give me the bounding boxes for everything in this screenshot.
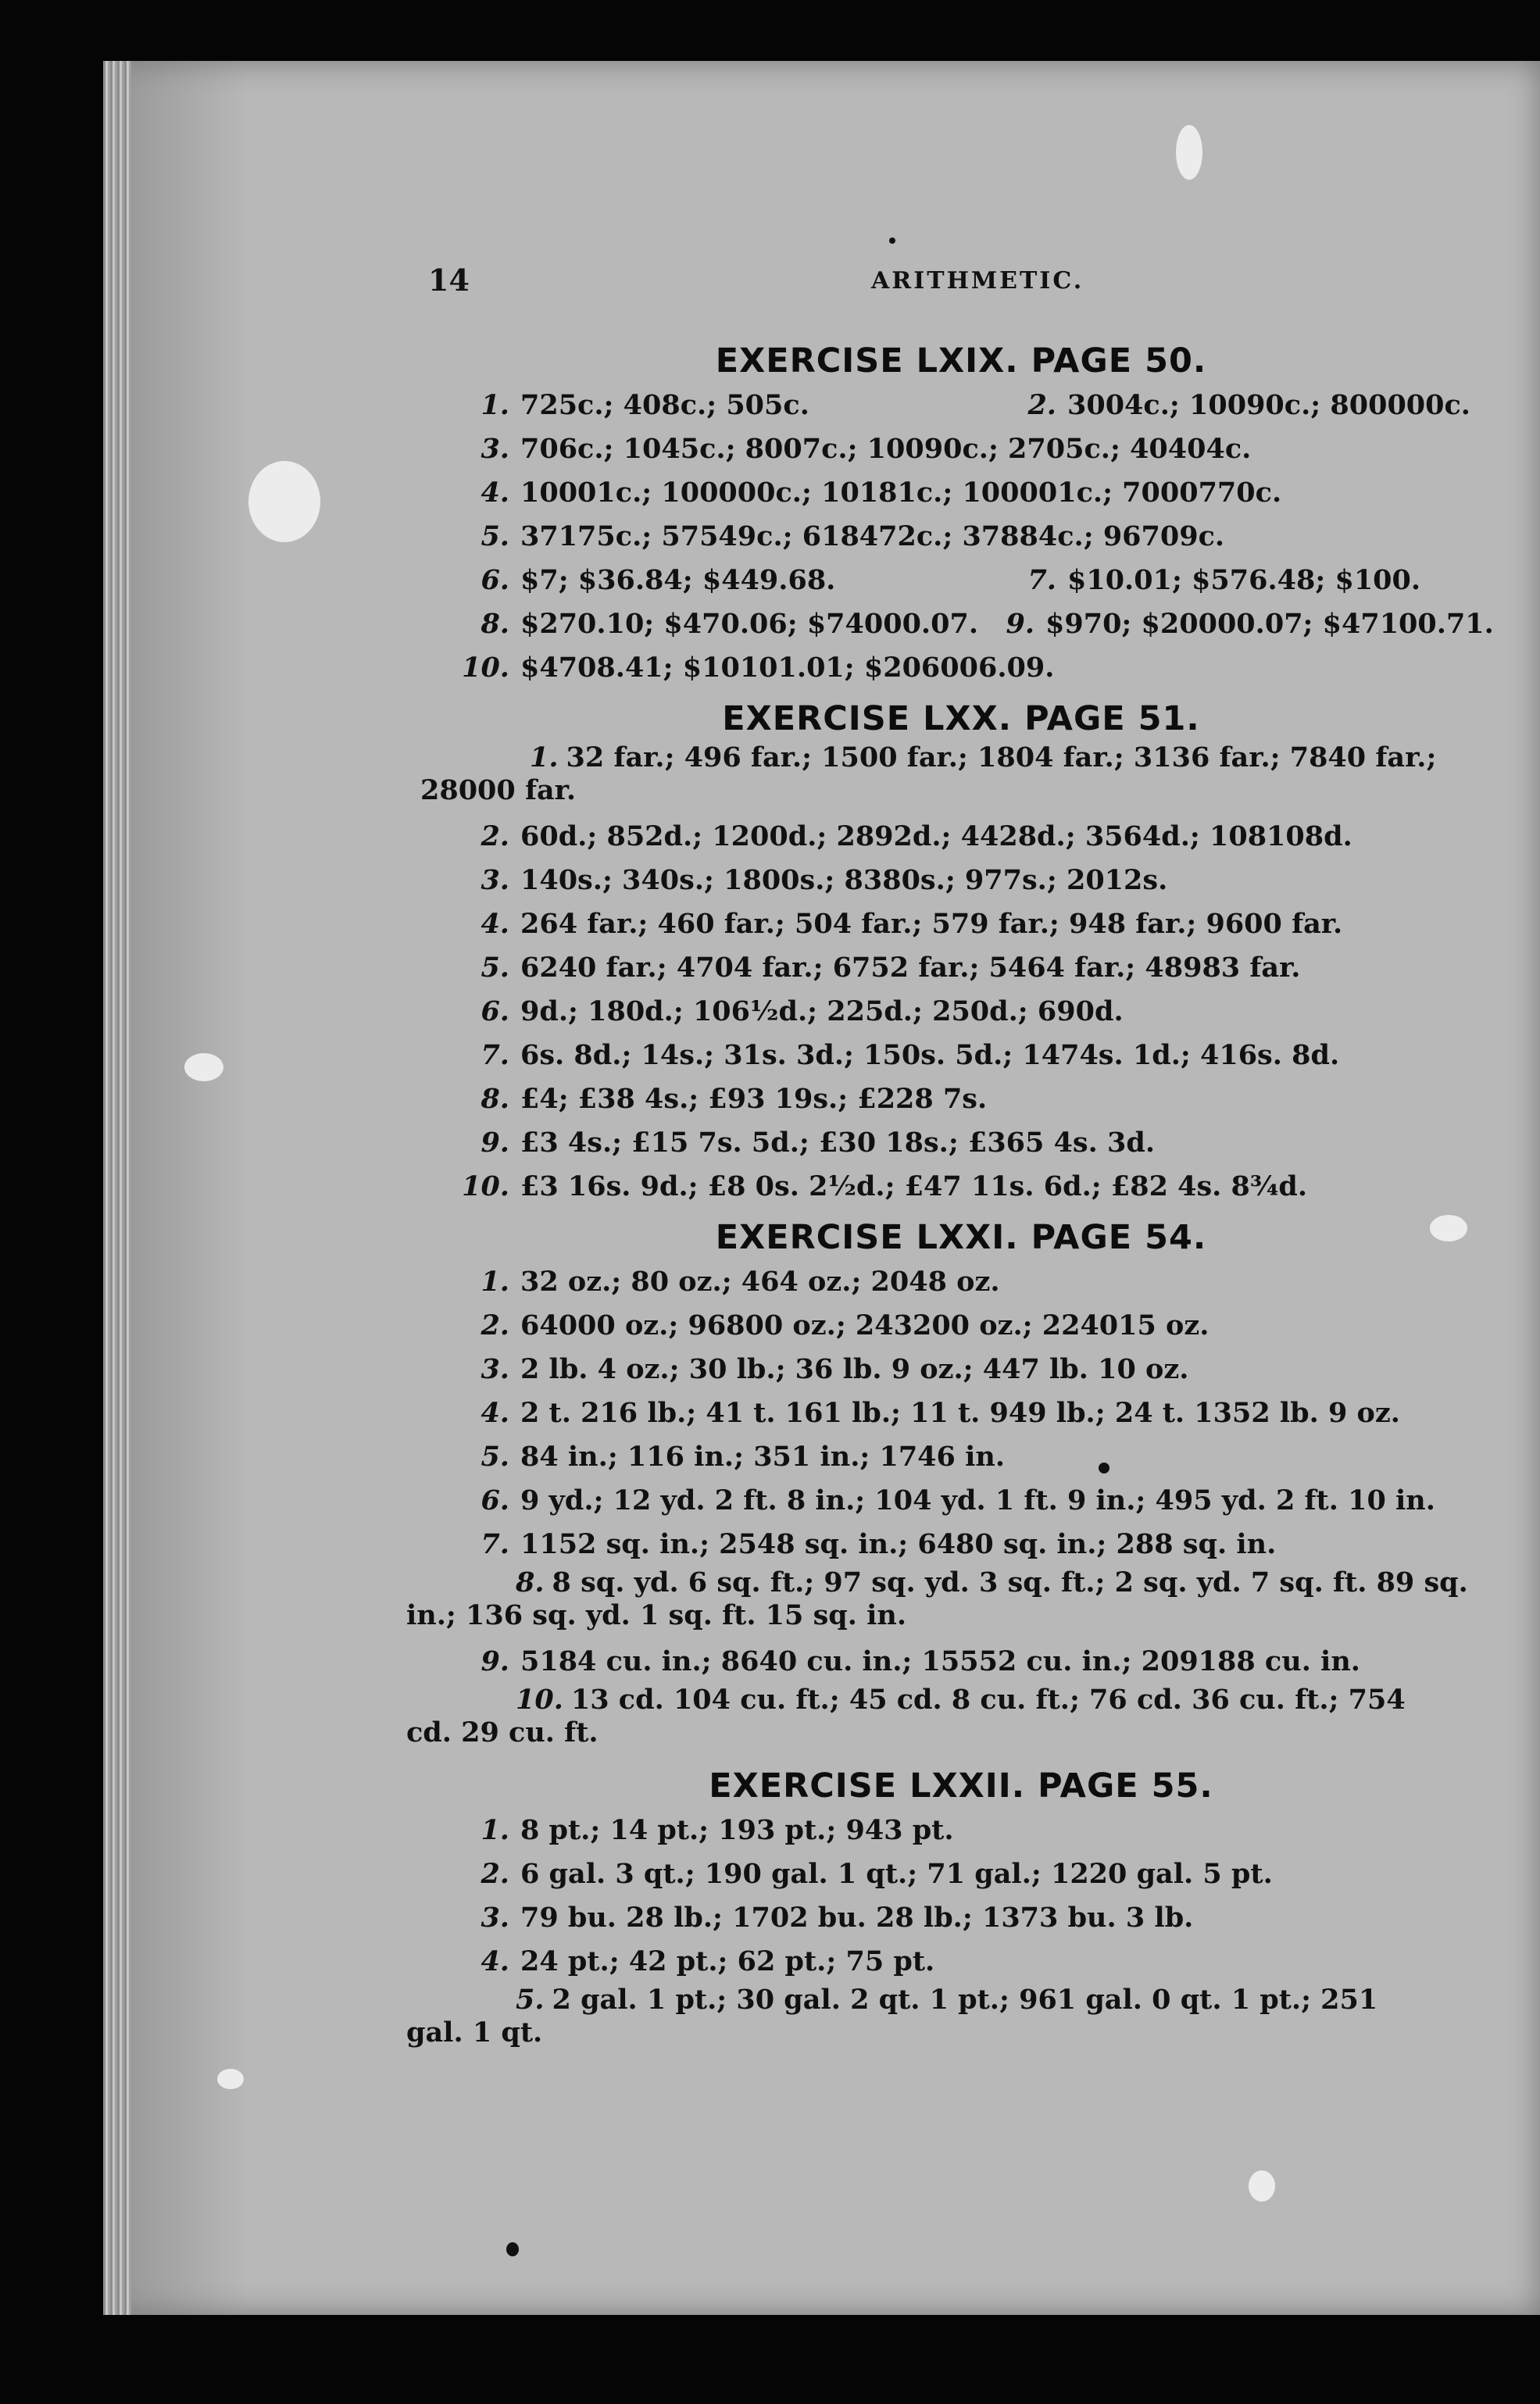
answer-number: 2. xyxy=(481,1858,509,1890)
answer-line xyxy=(406,427,1516,471)
answer-text: 32 far.; 496 far.; 1500 far.; 1804 far.; 3136 far.; 7840 far.; 28000 far. xyxy=(420,741,1437,806)
answer-number: 10. xyxy=(516,1684,563,1716)
answer-text: 3004c.; 10090c.; 800000c. xyxy=(1067,389,1470,421)
answer-number: 9. xyxy=(481,1645,509,1677)
answer-text: 2 lb. 4 oz.; 30 lb.; 36 lb. 9 oz.; 447 lb. 10 oz. xyxy=(520,1353,1189,1385)
page-gutter-shadow xyxy=(131,61,248,2315)
answer-line xyxy=(406,1809,1516,1852)
answer-line xyxy=(406,946,1516,990)
answer-number: 3. xyxy=(481,864,509,896)
answer-number: 1. xyxy=(481,1814,509,1846)
answer-line xyxy=(406,1121,1516,1165)
paper-blemish xyxy=(217,2069,244,2089)
answer-number: 5. xyxy=(481,520,509,552)
running-head: ARITHMETIC. xyxy=(871,267,1084,295)
ink-speck xyxy=(506,2242,519,2256)
answer-text: 725c.; 408c.; 505c. xyxy=(520,389,809,421)
paper-blemish xyxy=(1249,2170,1275,2202)
answer-text: $270.10; $470.06; $74000.07. xyxy=(520,608,979,640)
exercise-section xyxy=(406,1216,1516,1757)
answer-number: 5. xyxy=(481,952,509,984)
answer-number: 10. xyxy=(462,652,509,684)
answer-text: $7; $36.84; $449.68. xyxy=(520,564,836,596)
answer-text: 64000 oz.; 96800 oz.; 243200 oz.; 224015 oz. xyxy=(520,1309,1209,1341)
answer-number: 6. xyxy=(481,1484,509,1516)
answer-number: 4. xyxy=(481,1397,509,1429)
answer-text: 2 t. 216 lb.; 41 t. 161 lb.; 11 t. 949 lb.; 24 t. 1352 lb. 9 oz. xyxy=(520,1397,1400,1429)
answer-number: 10. xyxy=(462,1170,509,1202)
answer-text: 6 gal. 3 qt.; 190 gal. 1 qt.; 71 gal.; 1220 gal. 5 pt. xyxy=(520,1858,1273,1890)
answer-line xyxy=(406,1523,1516,1566)
answer-text: 79 bu. 28 lb.; 1702 bu. 28 lb.; 1373 bu. 3 lb. xyxy=(520,1902,1194,1934)
answer-number: 8. xyxy=(481,608,509,640)
answer-line xyxy=(406,559,1516,602)
answer-line xyxy=(406,1435,1516,1479)
answer-line xyxy=(406,1034,1516,1077)
answer-line xyxy=(406,1391,1516,1435)
answer-number: 4. xyxy=(481,477,509,509)
answer-text: 60d.; 852d.; 1200d.; 2892d.; 4428d.; 3564d.; 108108d. xyxy=(520,820,1352,852)
answer-line xyxy=(406,902,1516,946)
answer-line xyxy=(406,1896,1516,1940)
answer-number: 9. xyxy=(481,1127,509,1159)
answer-number: 5. xyxy=(481,1441,509,1473)
answer-number: 3. xyxy=(481,433,509,465)
answer-text: 8 pt.; 14 pt.; 193 pt.; 943 pt. xyxy=(520,1814,954,1846)
answer-number: 4. xyxy=(481,908,509,940)
exercise-title: EXERCISE LXXI. PAGE 54. xyxy=(715,1218,1207,1257)
paper-blemish xyxy=(248,461,320,542)
answer-number: 4. xyxy=(481,1945,509,1977)
exercise-section xyxy=(406,698,1516,1209)
answer-text: 10001c.; 100000c.; 10181c.; 100001c.; 7000770c. xyxy=(520,477,1282,509)
answer-line xyxy=(406,859,1516,902)
answer-text: 84 in.; 116 in.; 351 in.; 1746 in. xyxy=(520,1441,1006,1473)
answer-content xyxy=(406,332,1516,2057)
answer-number: 9. xyxy=(1006,608,1035,640)
answer-line xyxy=(406,1165,1516,1209)
answer-number: 6. xyxy=(481,995,509,1027)
exercise-title: EXERCISE LXIX. PAGE 50. xyxy=(715,341,1207,380)
answer-line xyxy=(406,741,1516,815)
answer-line xyxy=(406,1077,1516,1121)
answer-text: 2 gal. 1 pt.; 30 gal. 2 qt. 1 pt.; 961 gal. 0 qt. 1 pt.; 251 gal. 1 qt. xyxy=(406,1984,1378,2049)
answer-line xyxy=(406,384,1516,427)
answer-line xyxy=(406,1566,1516,1640)
answer-line xyxy=(406,602,1516,646)
answer-number: 2. xyxy=(481,820,509,852)
answer-number: 2. xyxy=(1027,389,1056,421)
page-header xyxy=(0,263,1540,302)
answer-text: 9d.; 180d.; 106½d.; 225d.; 250d.; 690d. xyxy=(520,995,1124,1027)
answer-text: £4; £38 4s.; £93 19s.; £228 7s. xyxy=(520,1083,988,1115)
answer-text: $10.01; $576.48; $100. xyxy=(1067,564,1421,596)
answer-line xyxy=(406,815,1516,859)
answer-number: 2. xyxy=(481,1309,509,1341)
answer-number: 5. xyxy=(516,1984,545,2016)
answer-text: 706c.; 1045c.; 8007c.; 10090c.; 2705c.; 40404c. xyxy=(520,433,1252,465)
answer-number: 8. xyxy=(516,1566,545,1598)
answer-number: 7. xyxy=(481,1039,509,1071)
answer-line xyxy=(406,515,1516,559)
answer-number: 7. xyxy=(481,1528,509,1560)
answer-text: 140s.; 340s.; 1800s.; 8380s.; 977s.; 2012s. xyxy=(520,864,1168,896)
page-stack-edge xyxy=(103,61,131,2315)
answer-number: 3. xyxy=(481,1353,509,1385)
answer-line xyxy=(406,471,1516,515)
answer-number: 7. xyxy=(1027,564,1056,596)
answer-line xyxy=(406,1640,1516,1684)
answer-text: 1152 sq. in.; 2548 sq. in.; 6480 sq. in.; 288 sq. in. xyxy=(520,1528,1277,1560)
answer-text: $970; $20000.07; $47100.71. xyxy=(1045,608,1494,640)
exercise-section xyxy=(406,340,1516,690)
exercise-title: EXERCISE LXXII. PAGE 55. xyxy=(709,1766,1213,1806)
answer-number: 3. xyxy=(481,1902,509,1934)
paper-blemish xyxy=(184,1053,223,1081)
answer-text: 32 oz.; 80 oz.; 464 oz.; 2048 oz. xyxy=(520,1266,1000,1298)
ink-speck xyxy=(889,238,895,244)
answer-number: 8. xyxy=(481,1083,509,1115)
exercise-section xyxy=(406,1765,1516,2057)
answer-text: 24 pt.; 42 pt.; 62 pt.; 75 pt. xyxy=(520,1945,935,1977)
answer-line xyxy=(406,990,1516,1034)
answer-line xyxy=(406,1940,1516,1984)
answer-line xyxy=(406,1304,1516,1348)
answer-number: 6. xyxy=(481,564,509,596)
answer-text: 6s. 8d.; 14s.; 31s. 3d.; 150s. 5d.; 1474s. 1d.; 416s. 8d. xyxy=(520,1039,1340,1071)
answer-text: 6240 far.; 4704 far.; 6752 far.; 5464 far.; 48983 far. xyxy=(520,952,1301,984)
answer-line xyxy=(406,1260,1516,1304)
answer-text: $4708.41; $10101.01; $206006.09. xyxy=(520,652,1055,684)
answer-text: 9 yd.; 12 yd. 2 ft. 8 in.; 104 yd. 1 ft. 9 in.; 495 yd. 2 ft. 10 in. xyxy=(520,1484,1435,1516)
answer-text: 264 far.; 460 far.; 504 far.; 579 far.; 948 far.; 9600 far. xyxy=(520,908,1343,940)
answer-text: 13 cd. 104 cu. ft.; 45 cd. 8 cu. ft.; 76 cd. 36 cu. ft.; 754 cd. 29 cu. ft. xyxy=(406,1684,1406,1749)
answer-line xyxy=(406,1852,1516,1896)
answer-text: 8 sq. yd. 6 sq. ft.; 97 sq. yd. 3 sq. ft.; 2 sq. yd. 7 sq. ft. 89 sq. in.; 136 sq. yd. 1 sq. ft. 15 sq. in. xyxy=(406,1566,1468,1631)
answer-line xyxy=(406,646,1516,690)
answer-line xyxy=(406,1348,1516,1391)
exercise-title: EXERCISE LXX. PAGE 51. xyxy=(722,699,1200,738)
answer-number: 1. xyxy=(481,1266,509,1298)
answer-text: 37175c.; 57549c.; 618472c.; 37884c.; 96709c. xyxy=(520,520,1225,552)
page-number: 14 xyxy=(428,263,470,298)
answer-text: £3 16s. 9d.; £8 0s. 2½d.; £47 11s. 6d.; £82 4s. 8¾d. xyxy=(520,1170,1308,1202)
answer-line xyxy=(406,1684,1422,1757)
answer-number: 1. xyxy=(481,389,509,421)
answer-text: £3 4s.; £15 7s. 5d.; £30 18s.; £365 4s. 3d. xyxy=(520,1127,1156,1159)
paper-blemish xyxy=(1176,125,1202,180)
answer-text: 5184 cu. in.; 8640 cu. in.; 15552 cu. in.; 209188 cu. in. xyxy=(520,1645,1360,1677)
answer-number: 1. xyxy=(530,741,559,773)
answer-line xyxy=(406,1984,1422,2057)
answer-line xyxy=(406,1479,1516,1523)
